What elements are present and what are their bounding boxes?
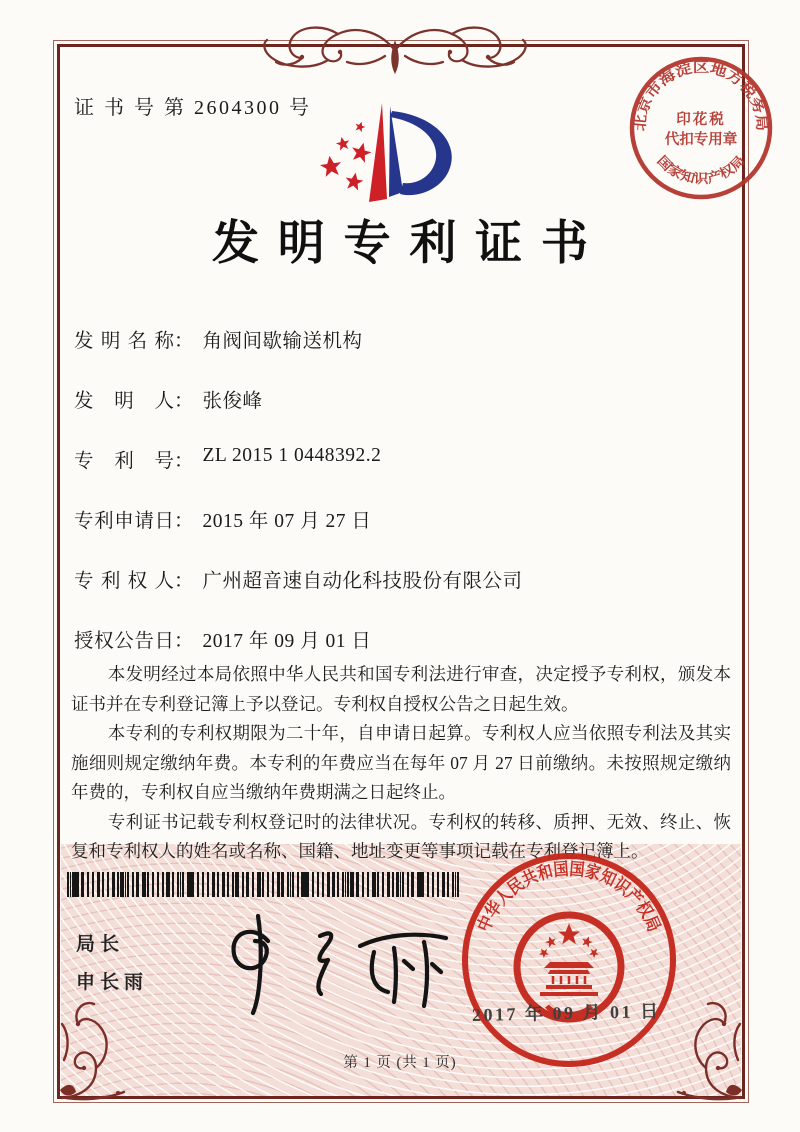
svg-text:国家知识产权局 — [654, 153, 747, 186]
field-label: 发明名称 — [74, 331, 174, 352]
tax-stamp-line1: 印花税 — [676, 112, 726, 128]
field-row-patentee — [74, 565, 724, 625]
field-colon: ： — [174, 511, 194, 532]
field-value-filing-date: 2015 年 07 月 27 日 — [202, 511, 372, 532]
field-label: 发明人 — [74, 391, 174, 412]
certificate-fields — [74, 325, 724, 685]
field-label: 专利申请日 — [74, 511, 174, 532]
director-signature-icon — [208, 906, 463, 1024]
field-label: 专利号 — [74, 451, 174, 472]
field-colon: ： — [174, 571, 194, 592]
page-title: 发明专利证书 — [211, 218, 607, 270]
field-value-invention-name: 角阀间歇输送机构 — [202, 331, 363, 352]
field-row-filing-date — [74, 505, 724, 565]
field-label: 授权公告日 — [74, 631, 174, 652]
seal-date: 2017 年 09 月 01 日 — [471, 1001, 661, 1025]
cnipa-seal-icon — [452, 846, 686, 1080]
top-flourish-ornament-icon — [245, 12, 545, 82]
svg-text:中华人民共和国国家知识产权局 — [473, 859, 664, 935]
body-paragraph: 本专利的专利权期限为二十年，自申请日起算。专利权人应当依照专利法及其实施细则规定缴纳年费。本专利的年费应当在每年 07 月 27 日前缴纳。未按照规定缴纳年费的，专利权自应当缴纳年费期满之日起终止。 — [71, 723, 731, 802]
field-value-inventor: 张俊峰 — [202, 391, 263, 412]
field-colon: ： — [174, 331, 194, 352]
field-colon: ： — [174, 451, 194, 472]
director-name: 申长雨 — [76, 972, 149, 993]
field-row-inventor — [74, 385, 724, 445]
tax-stamp-icon — [626, 53, 776, 203]
cnipa-logo-icon — [303, 83, 481, 216]
seal-arc-text: 中华人民共和国国家知识产权局 — [473, 858, 666, 937]
director-title: 局长 — [76, 934, 125, 955]
body-paragraph: 本发明经过本局依照中华人民共和国专利法进行审查，决定授予专利权，颁发本证书并在专利登记簿上予以登记。专利权自授权公告之日起生效。 — [71, 664, 731, 714]
legal-text-block — [71, 660, 731, 867]
barcode — [67, 872, 461, 897]
tax-stamp-arc-top: 北京市海淀区地方税务局 — [632, 60, 770, 132]
field-value-patentee: 广州超音速自动化科技股份有限公司 — [202, 571, 523, 592]
field-value-grant-date: 2017 年 09 月 01 日 — [202, 631, 372, 652]
field-value-patent-number: ZL 2015 1 0448392.2 — [202, 445, 382, 466]
tax-stamp-arc-bottom: 国家知识产权局 — [654, 152, 747, 186]
field-row-invention-name — [74, 325, 724, 385]
body-paragraph: 专利证书记载专利权登记时的法律状况。专利权的转移、质押、无效、终止、恢复和专利权人的姓名或名称、国籍、地址变更等事项记载在专利登记簿上。 — [71, 811, 731, 861]
certificate-number: 证 书 号 第 2604300 号 — [74, 97, 312, 119]
field-row-patent-number — [74, 445, 724, 505]
tax-stamp-line2: 代扣专用章 — [664, 132, 738, 148]
footer-page-info: 第 1 页 (共 1 页) — [343, 1055, 457, 1071]
field-label: 专利权人 — [74, 571, 174, 592]
field-colon: ： — [174, 631, 194, 652]
corner-flourish-left-icon — [56, 994, 136, 1102]
field-colon: ： — [174, 391, 194, 412]
